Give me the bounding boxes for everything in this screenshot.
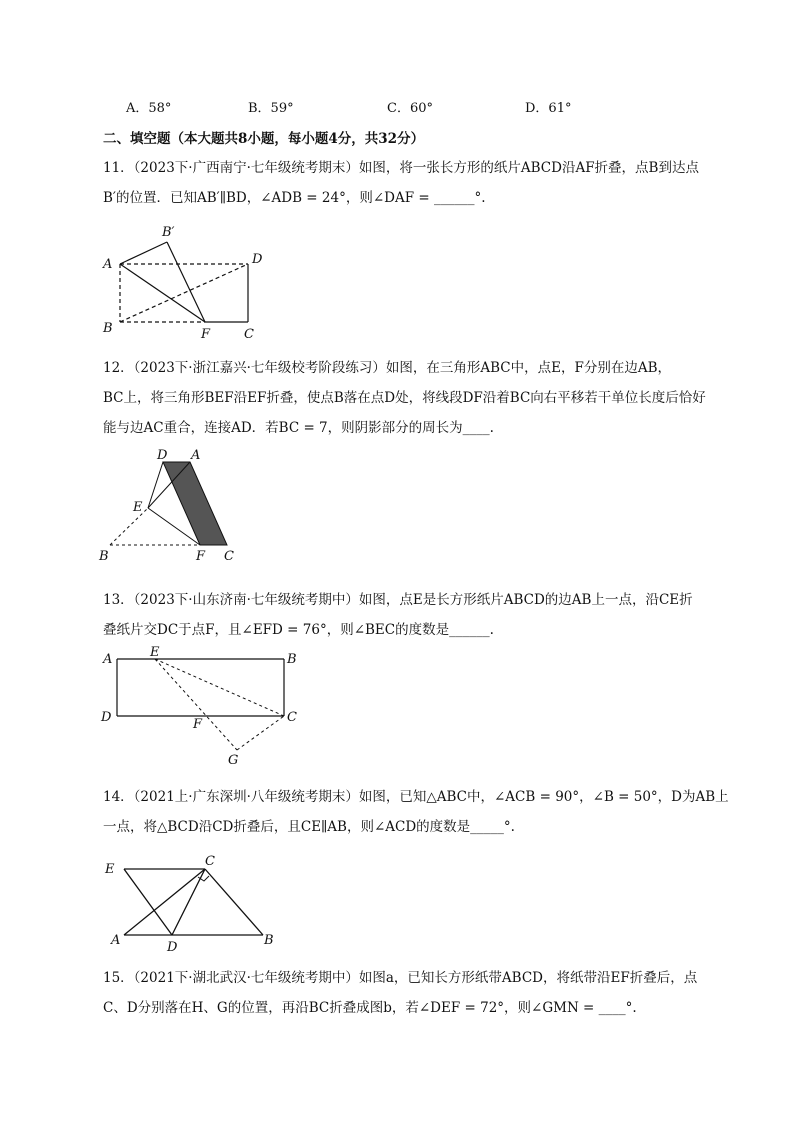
q15-text-line2: C、D分别落在H、G的位置，再沿BC折叠成图b，若∠DEF = 72°，则∠GMN = ____°. (103, 1000, 637, 1016)
q13-text-line2: 叠纸片交DC于点F，且∠EFD = 76°，则∠BEC的度数是______. (103, 622, 494, 638)
q11-label-d: D (252, 252, 263, 267)
q14-label-c: C (205, 854, 215, 869)
q12-text-line3: 能与边AC重合，连接AD．若BC = 7，则阴影部分的周长为____. (103, 420, 494, 436)
q15-text-line1: 15．（2021下·湖北武汉·七年级统考期中）如图a，已知长方形纸带ABCD，将纸带沿EF折叠后，点 (103, 970, 698, 986)
q12-label-c: C (224, 549, 234, 564)
q14-label-d: D (167, 940, 178, 955)
q13-label-b: B (287, 652, 297, 667)
q14-label-e: E (105, 862, 115, 877)
q12-text-line2: BC上，将三角形BEF沿EF折叠，使点B落在点D处，将线段DF沿着BC向右平移若干单位长度后恰好 (103, 390, 706, 406)
q13-label-f: F (193, 717, 203, 732)
q13-label-d: D (101, 710, 112, 725)
option-d: D．61° (525, 101, 572, 116)
option-c: C．60° (387, 101, 433, 116)
q14-label-a: A (111, 933, 121, 948)
section-title: 二、填空题（本大题共8小题，每小题4分，共32分） (103, 131, 425, 147)
q12-label-d: D (157, 448, 168, 463)
q13-label-a: A (103, 652, 113, 667)
q11-text-line2: B′的位置．已知AB′∥BD，∠ADB = 24°，则∠DAF = ______°. (103, 190, 486, 206)
q11-label-b: B (103, 321, 113, 336)
q14-text-line1: 14．（2021上·广东深圳·八年级统考期末）如图，已知△ABC中，∠ACB = 90°，∠B = 50°，D为AB上 (103, 789, 729, 805)
q12-label-b: B (99, 549, 109, 564)
q13-text-line1: 13．（2023下·山东济南·七年级统考期中）如图，点E是长方形纸片ABCD的边AB上一点，沿CE折 (103, 592, 693, 608)
q12-text-line1: 12．（2023下·浙江嘉兴·七年级校考阶段练习）如图，在三角形ABC中，点E，F分别在边AB， (103, 360, 672, 376)
q13-label-e: E (150, 645, 160, 660)
q11-label-bp: B′ (162, 225, 175, 240)
q11-label-f: F (201, 327, 211, 342)
option-a: A．58° (126, 101, 172, 116)
q11-text-line1: 11．（2023下·广西南宁·七年级统考期末）如图，将一张长方形的纸片ABCD沿AF折叠，点B到达点 (103, 160, 699, 176)
q13-label-g: G (228, 753, 239, 768)
q13-label-c: C (287, 710, 297, 725)
q11-label-a: A (103, 257, 113, 272)
q14-label-b: B (264, 933, 274, 948)
q12-label-e: E (133, 500, 143, 515)
q14-text-line2: 一点，将△BCD沿CD折叠后，且CE∥AB，则∠ACD的度数是_____°. (103, 819, 515, 835)
q11-label-c: C (244, 327, 254, 342)
option-b: B．59° (248, 101, 294, 116)
q12-label-a: A (191, 448, 201, 463)
q12-label-f: F (196, 549, 206, 564)
